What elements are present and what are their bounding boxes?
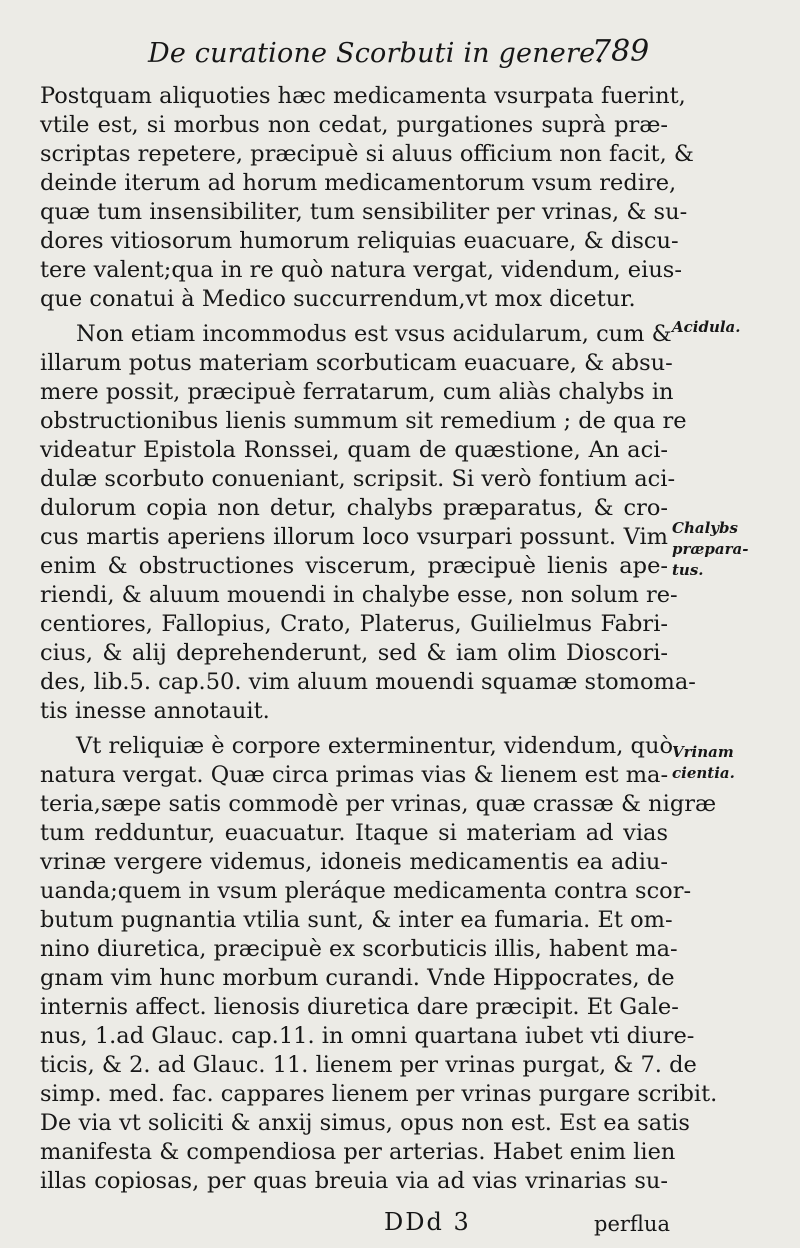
text-line: mere possit, præcipuè ferratarum, cum aliàs chalybs in [40, 379, 674, 405]
text-line: que conatui à Medico succurrendum,vt mox dicetur. [40, 286, 636, 312]
text-line: nus, 1.ad Glauc. cap.11. in omni quartana iubet vti diure- [40, 1023, 695, 1049]
text-line: tere valent;qua in re quò natura vergat, videndum, eius- [40, 257, 682, 283]
text-line: teria,sæpe satis commodè per vrinas, quæ crassæ & nigræ [40, 791, 717, 817]
text-line: internis affect. lienosis diuretica dare præcipit. Et Gale- [40, 994, 679, 1020]
text-line: dulorum copia non detur, chalybs præparatus, & cro- [40, 495, 668, 521]
text-line: nino diuretica, præcipuè ex scorbuticis illis, habent ma- [40, 936, 678, 962]
text-line: illarum potus materiam scorbuticam euacuare, & absu- [40, 350, 673, 376]
text-line: Postquam aliquoties hæc medicamenta vsurpata fuerint, [40, 83, 686, 109]
text-line: uanda;quem in vsum pleráque medicamenta contra scor- [40, 878, 692, 904]
text-line: ticis, & 2. ad Glauc. 11. lienem per vrinas purgat, & 7. de [40, 1052, 697, 1078]
text-line: des, lib.5. cap.50. vim aluum mouendi squamæ stomoma- [40, 669, 696, 695]
page-number: 789 [592, 34, 650, 69]
catchword: perflua [594, 1212, 670, 1236]
text-line: dulæ scorbuto conueniant, scripsit. Si verò fontium aci- [40, 466, 676, 492]
text-line: riendi, & aluum mouendi in chalybe esse, non solum re- [40, 582, 678, 608]
running-head: De curatione Scorbuti in genere. [148, 38, 605, 69]
text-line: simp. med. fac. cappares lienem per vrinas purgare scribit. [40, 1081, 718, 1107]
text-line: manifesta & compendiosa per arterias. Habet enim lien [40, 1139, 676, 1165]
text-line: natura vergat. Quæ circa primas vias & lienem est ma- [40, 762, 669, 788]
text-line: tum redduntur, euacuatur. Itaque si materiam ad vias [40, 820, 668, 846]
text-line: De via vt soliciti & anxij simus, opus non est. Est ea satis [40, 1110, 690, 1136]
page-footer [0, 1206, 800, 1240]
margin-note-line: cientia. [672, 764, 735, 782]
text-line: butum pugnantia vtilia sunt, & inter ea fumaria. Et om- [40, 907, 673, 933]
text-line: vrinæ vergere videmus, idoneis medicamentis ea adiu- [40, 849, 668, 875]
text-line: dores vitiosorum humorum reliquias euacuare, & discu- [40, 228, 679, 254]
margin-note-chalybs [672, 518, 748, 581]
margin-note-line: Chalybs [672, 519, 738, 537]
paragraph-2 [40, 320, 696, 726]
text-line: gnam vim hunc morbum curandi. Vnde Hippocrates, de [40, 965, 675, 991]
margin-note-line: tus. [672, 561, 704, 579]
margin-note-acidula [672, 317, 741, 338]
text-line: illas copiosas, per quas breuia via ad vias vrinarias su- [40, 1168, 668, 1194]
text-line: deinde iterum ad horum medicamentorum vsum redire, [40, 170, 677, 196]
text-line: scriptas repetere, præcipuè si aluus officium non facit, & [40, 141, 694, 167]
text-line: cius, & alij deprehenderunt, sed & iam olim Dioscori- [40, 640, 668, 666]
paragraph-1 [40, 82, 694, 314]
text-line: videatur Epistola Ronssei, quam de quæstione, An aci- [40, 437, 668, 463]
margin-note-line: præpara- [672, 540, 749, 558]
text-line: centiores, Fallopius, Crato, Platerus, Guilielmus Fabri- [40, 611, 668, 637]
margin-note-line: Acidula. [672, 318, 741, 336]
text-line: Vt reliquiæ è corpore exterminentur, videndum, quò [76, 733, 673, 759]
margin-note-vrinam [672, 742, 735, 784]
text-line: vtile est, si morbus non cedat, purgationes suprà præ- [40, 112, 668, 138]
text-line: cus martis aperiens illorum loco vsurpari possunt. Vim [40, 524, 668, 550]
margin-note-line: Vrinam [672, 743, 734, 761]
text-line: tis inesse annotauit. [40, 698, 270, 724]
margin-notes [664, 0, 794, 1248]
text-line: enim & obstructiones viscerum, præcipuè lienis ape- [40, 553, 668, 579]
text-line: quæ tum insensibiliter, tum sensibiliter per vrinas, & su- [40, 199, 688, 225]
signature-mark: DDd 3 [384, 1208, 471, 1236]
text-line: obstructionibus lienis summum sit remedium ; de qua re [40, 408, 687, 434]
text-line: Non etiam incommodus est vsus acidularum, cum & [76, 321, 672, 347]
